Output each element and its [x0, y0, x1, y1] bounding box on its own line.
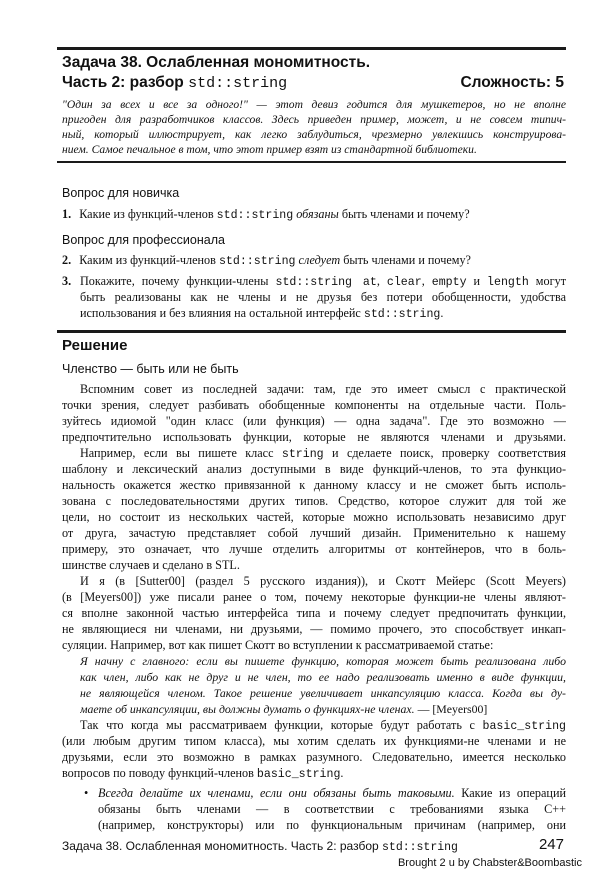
epigraph-line: ный, который иллюстрирует, как легко заблудиться, чрезмерно увлекшись конструирова- — [62, 128, 566, 141]
novice-heading: Вопрос для новичка — [62, 186, 180, 200]
question-2: 2. Каким из функций-членов std::string следует быть членами и почему? — [62, 253, 471, 268]
question-3-line: использования и без влияния на остальной интерфейс std::string. — [80, 306, 444, 321]
solution-heading: Решение — [62, 337, 128, 354]
body-line: Например, если вы пишете класс string и сделаете поиск, проверку соответствия — [80, 446, 566, 461]
epigraph-line: нием. Самое печальное в том, что этот пример взят из стандартной библиотеки. — [62, 143, 477, 156]
bullet-line: Всегда делайте их членами, если они обязаны быть таковыми. Какие из операций — [98, 786, 566, 800]
subtitle-code: std::string — [188, 75, 288, 92]
body-line: Вспомним совет из последней задачи: там, где это имеет смысл с практической — [80, 382, 566, 396]
page-number: 247 — [538, 836, 564, 853]
subtitle-prefix: Часть 2: разбор — [62, 74, 189, 91]
quote-line: маете об инкапсуляции, вы должны думать о функциях-не членах. — [Meyers00] — [80, 702, 488, 716]
body-line: И я (в [Sutter00] (раздел 5 русского издания)), и Скотт Мейерс (Scott Meyers) — [80, 574, 566, 588]
body-line: суляции. Например, вот как пишет Скотт во вступлении к рассматриваемой статье: — [62, 638, 494, 652]
solution-subheading: Членство — быть или не быть — [62, 362, 239, 376]
question-3-line: быть реализованы как не члены и не друзья без потери обобщенности, удобства — [80, 290, 566, 304]
quote-line: не являющейся членом. Такое решение увеличивает инкапсуляцию класса. Когда вы ду- — [80, 686, 566, 700]
body-line: точки зрения, следует разбивать обобщенные компоненты на отдельные части. Поль- — [62, 398, 566, 412]
bullet-line: (например, конструкторы) или по функциональным причинам (например, они — [98, 818, 566, 832]
body-line: нальность окажется жестко привязанной к данному классу и не сможет быть исполь- — [62, 478, 566, 492]
top-rule — [57, 47, 566, 50]
body-line: друзьями, если это возможно в рамках разумного. Следовательно, имеется несколько — [62, 750, 566, 764]
body-line: вопросов по поводу функций-членов basic_string. — [62, 766, 344, 781]
body-line: ся вполне законной частью интерфейса типа и почему следует предпочитать функции, — [62, 606, 566, 620]
credit-line: Brought 2 u by Chabster&Boombastic — [397, 857, 582, 869]
body-line: от друга, зачастую представляет собой лучший дизайн. Применительно к нашему — [62, 526, 566, 540]
bullet-marker: • — [84, 786, 89, 800]
subtitle — [62, 74, 287, 92]
quote-line: как член, либо как не друг и не член, то ее надо реализовать именно в виде функции, — [80, 670, 566, 684]
body-line: Так что когда мы рассматриваем функции, которые будут работать с basic_string — [80, 718, 566, 733]
epigraph-rule — [57, 161, 566, 163]
epigraph-line: "Один за всех и все за одного!" — этот девиз годится для мушкетеров, но не вполне — [62, 98, 566, 111]
difficulty-label: Сложность: 5 — [460, 74, 564, 91]
quote-citation: — [Meyers00] — [414, 702, 488, 716]
page-title: Задача 38. Ослабленная мономитность. — [62, 54, 371, 71]
quote-line: Я начну с главного: если вы пишете функцию, которая может быть реализована либо — [80, 654, 566, 668]
body-line: (в [Meyers00]) уже писали ранее о том, почему некоторые функции-не члены являют- — [62, 590, 566, 604]
running-head: Задача 38. Ослабленная мономитность. Часть 2: разбор std::string — [62, 839, 458, 854]
epigraph-line: пригоден для разработчиков классов. Здесь приведен пример, может, и не совсем типич- — [62, 113, 566, 126]
body-line: шинстве случаев и сделано в STL. — [62, 558, 240, 572]
body-line: цели, но состоит из нескольких частей, которые можно использовать независимо друг — [62, 510, 566, 524]
body-line: примеру, это означает, что лучше отделить алгоритмы от контейнеров, что в боль- — [62, 542, 566, 556]
question-3-line: Покажите, почему функции-члены std::string at, clear, empty и length могут — [80, 274, 567, 289]
body-line: шаблону и лексический анализ доступными в виде функций-членов, то эта функцио- — [62, 462, 566, 476]
question-number: 2. — [62, 253, 72, 267]
bullet-line: обязаны быть членами — в соответствии с требованиями языка C++ — [98, 802, 566, 816]
body-line: (или любым другим типом класса), мы хотим сделать их функциями-не членами и не — [62, 734, 566, 748]
body-line: предпочтительно использовать функции, которые не являются членами и друзьями. — [62, 430, 566, 444]
question-1: 1. Какие из функций-членов std::string обязаны быть членами и почему? — [62, 207, 470, 222]
body-line: зуйтесь идиомой "один класс (или функция) — одна задача". Где это возможно — — [62, 414, 566, 428]
question-3-number: 3. — [62, 274, 72, 288]
question-number: 1. — [62, 207, 72, 221]
body-line: зована с последовательностями других типов. Средство, которое служит для той же — [62, 494, 566, 508]
body-line: не являющиеся ни членами, ни друзьями, — помимо прочего, это способствует инкап- — [62, 622, 566, 636]
pro-heading: Вопрос для профессионала — [62, 233, 225, 247]
solution-rule — [57, 330, 566, 333]
